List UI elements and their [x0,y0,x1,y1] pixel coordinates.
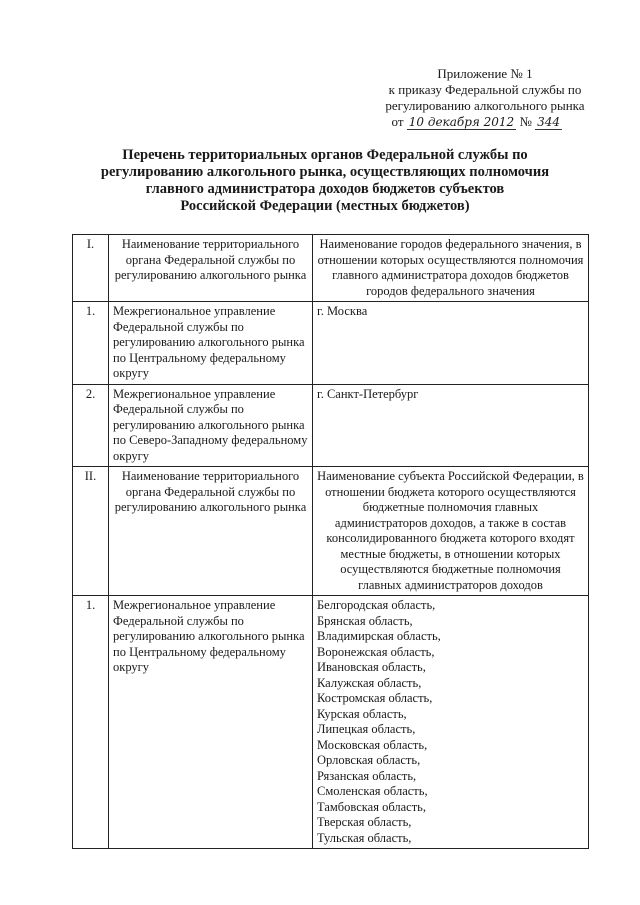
appendix-date-line [360,114,610,130]
row-body-name: Межрегиональное управление Федеральной службы по регулированию алкогольного рынка по Центральному федеральному округу [109,596,313,849]
list-item: Московская область, [317,737,428,752]
title-line-2: регулированию алкогольного рынка, осуществляющих полномочия [100,164,550,180]
region-list [317,598,584,846]
list-item: Белгородская область, [317,598,436,612]
list-item: Тверская область, [317,815,412,829]
list-item: Тульская область, [317,830,412,845]
table-row [73,384,589,467]
section-number: II. [73,467,109,596]
appendix-title: Приложение № 1 [437,66,533,81]
row-city: г. Санкт-Петербург [313,384,589,467]
list-item: Костромская область, [317,691,433,705]
section-col-body: Наименование территориального органа Федеральной службы по регулированию алкогольного рынка [109,235,313,302]
list-item: Орловская область, [317,753,421,767]
date-prefix: от [391,114,404,129]
list-item: Смоленская область, [317,784,428,798]
section-col-subjects: Наименование субъекта Российской Федерации, в отношении бюджета которого осуществляются бюджетные полномочия главных администраторов доходов, а также в состав консолидированного бюджета которого входят местные бюджеты, в отношении которых осуществляются бюджетные полномочия главных администраторов доходов [313,467,589,596]
section-number: I. [73,235,109,302]
list-item: Брянская область, [317,613,413,628]
row-regions [313,596,589,849]
section-col-cities: Наименование городов федерального значения, в отношении которых осуществляются полномочия главного администратора доходов бюджетов городов федерального значения [313,235,589,302]
list-item: Калужская область, [317,675,422,690]
table-row [73,596,589,849]
row-city: г. Москва [313,302,589,385]
territorial-bodies-table [72,234,589,849]
list-item: Рязанская область, [317,768,417,783]
list-item: Ивановская область, [317,660,426,674]
list-item: Тамбовская область, [317,799,426,814]
title-line-4: Российской Федерации (местных бюджетов) [180,198,470,214]
row-number: 1. [73,596,109,849]
document-title [90,147,560,215]
handwritten-number: 344 [537,115,560,129]
title-line-1: Перечень территориальных органов Федеральной службы по [122,147,528,163]
table-row [73,302,589,385]
appendix-header [360,66,610,130]
row-body-name: Межрегиональное управление Федеральной службы по регулированию алкогольного рынка по Северо-Западному федеральному округу [109,384,313,467]
appendix-service-line: регулированию алкогольного рынка [385,98,585,113]
list-item: Курская область, [317,706,407,721]
list-item: Владимирская область, [317,629,441,643]
handwritten-date: 10 декабря 2012 [408,115,515,129]
row-number: 1. [73,302,109,385]
appendix-order-line: к приказу Федеральной службы по [388,82,582,97]
row-number: 2. [73,384,109,467]
section-col-body: Наименование территориального органа Федеральной службы по регулированию алкогольного рынка [109,467,313,596]
number-prefix: № [519,114,532,129]
section-header-row [73,235,589,302]
list-item: Воронежская область, [317,644,435,659]
list-item: Липецкая область, [317,722,416,736]
section-header-row [73,467,589,596]
row-body-name: Межрегиональное управление Федеральной службы по регулированию алкогольного рынка по Центральному федеральному округу [109,302,313,385]
title-line-3: главного администратора доходов бюджетов субъектов [145,181,505,197]
